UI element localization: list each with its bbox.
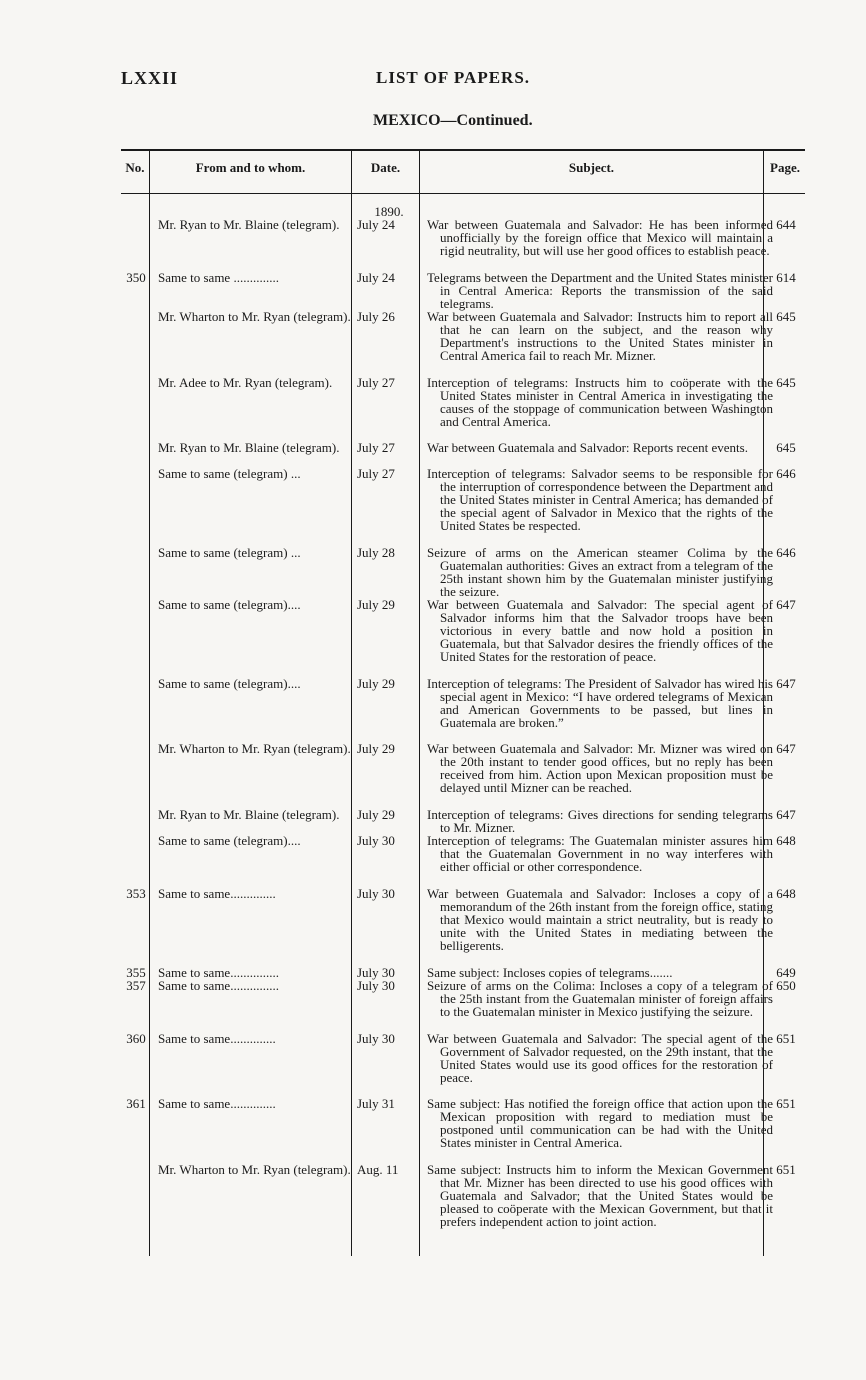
row-date: July 31 — [357, 1096, 395, 1111]
row-subject: Interception of telegrams: Salvador seems to be responsible for the interruption of correspondence between the Department and the United States minister in Central America; has demanded of the special agent of Salvador in Mexico that the rights of the United States be respected. — [427, 466, 773, 533]
row-date: July 29 — [357, 741, 395, 756]
column-header-from: From and to whom. — [195, 160, 306, 175]
row-page: 647 — [776, 741, 796, 756]
row-number: 350 — [126, 270, 146, 285]
from-and-to-whom: Same to same .............. — [158, 270, 279, 285]
row-page: 647 — [776, 807, 796, 822]
row-number: 360 — [126, 1031, 146, 1046]
row-date: July 28 — [357, 545, 395, 560]
row-date: July 29 — [357, 597, 395, 612]
row-page: 645 — [776, 309, 796, 324]
column-divider — [149, 150, 150, 1256]
row-date: July 29 — [357, 807, 395, 822]
row-page: 646 — [776, 545, 796, 560]
row-page: 648 — [776, 833, 796, 848]
row-subject: Interception of telegrams: Instructs him to coöperate with the United States minister in Central America in investigating the causes of the stoppage of communication between Washington and Central America. — [427, 375, 773, 429]
row-subject: Interception of telegrams: The President of Salvador has wired his special agent in Mexico: “I have ordered telegrams of Mexican and American Governments to be passed, but lines in Guatemala are broken.” — [427, 676, 773, 730]
row-date: July 30 — [357, 833, 395, 848]
row-number: 353 — [126, 886, 146, 901]
from-and-to-whom: Same to same (telegram) ... — [158, 466, 301, 481]
row-page: 644 — [776, 217, 796, 232]
row-date: July 30 — [357, 965, 395, 980]
row-subject: Interception of telegrams: Gives directions for sending telegrams to Mr. Mizner. — [427, 807, 773, 835]
from-and-to-whom: Mr. Wharton to Mr. Ryan (telegram). — [158, 741, 351, 756]
row-number: 357 — [126, 978, 146, 993]
row-date: Aug. 11 — [357, 1162, 399, 1177]
table-top-rule — [121, 149, 805, 151]
from-and-to-whom: Same to same.............. — [158, 886, 276, 901]
row-subject: War between Guatemala and Salvador: Instructs him to report all that he can learn on the subject, and the reason why Department's instructions to the United States minister in Central America fail to reach Mr. Mizner. — [427, 309, 773, 363]
year-label: 1890. — [374, 204, 404, 219]
row-page: 651 — [776, 1031, 796, 1046]
row-number: 361 — [126, 1096, 146, 1111]
page-number-roman: LXXII — [121, 68, 179, 88]
row-subject: War between Guatemala and Salvador: Mr. Mizner was wired on the 20th instant to tender good offices, but no reply has been received from him. Action upon Mexican proposition must be delayed until Mizner can be reached. — [427, 741, 773, 795]
row-subject: Same subject: Has notified the foreign office that action upon the Mexican proposition with regard to mediation must be postponed until communication can be had with the United States minister in Central America. — [427, 1096, 773, 1150]
row-date: July 24 — [357, 217, 395, 232]
row-page: 651 — [776, 1162, 796, 1177]
row-subject: Same subject: Incloses copies of telegrams....... — [427, 965, 673, 980]
from-and-to-whom: Mr. Ryan to Mr. Blaine (telegram). — [158, 440, 340, 455]
from-and-to-whom: Same to same.............. — [158, 1096, 276, 1111]
from-and-to-whom: Mr. Wharton to Mr. Ryan (telegram). — [158, 1162, 351, 1177]
row-page: 651 — [776, 1096, 796, 1111]
from-and-to-whom: Mr. Ryan to Mr. Blaine (telegram). — [158, 217, 340, 232]
row-page: 645 — [776, 440, 796, 455]
row-date: July 27 — [357, 466, 395, 481]
column-header-page: Page. — [770, 160, 800, 175]
from-and-to-whom: Same to same (telegram).... — [158, 833, 301, 848]
page-title: LIST OF PAPERS. — [376, 68, 531, 87]
row-date: July 30 — [357, 978, 395, 993]
from-and-to-whom: Same to same (telegram) ... — [158, 545, 301, 560]
column-header-subject: Subject. — [568, 160, 615, 175]
column-divider — [419, 150, 420, 1256]
row-subject: Telegrams between the Department and the United States minister in Central America: Reports the transmission of the said telegrams. — [427, 270, 773, 311]
row-subject: Same subject: Instructs him to inform the Mexican Government that Mr. Mizner has been directed to use his good offices with Guatemala and Salvador; that the United States would be pleased to coöperate with the Mexican Government, but that it prefers independent action to joint action. — [427, 1162, 773, 1229]
row-date: July 26 — [357, 309, 395, 324]
row-page: 647 — [776, 597, 796, 612]
row-subject: War between Guatemala and Salvador: Reports recent events. — [427, 440, 748, 455]
row-subject: War between Guatemala and Salvador: The special agent of Salvador informs him that the Salvador troops have been victorious in every battle and now hold a position in Guatemala, but that Salvador desires the friendly offices of the United States for the restoration of peace. — [427, 597, 773, 664]
row-date: July 30 — [357, 1031, 395, 1046]
row-page: 646 — [776, 466, 796, 481]
row-subject: Seizure of arms on the American steamer Colima by the Guatemalan authorities: Gives an extract from a telegram of the 25th instant shown him by the Guatemalan minister justifying the seizure. — [427, 545, 773, 599]
from-and-to-whom: Same to same............... — [158, 978, 279, 993]
row-subject: War between Guatemala and Salvador: Incloses a copy of a memorandum of the 26th instant from the foreign office, stating that Mexico would maintain a strict neutrality, but is ready to unite with the United States in mediating between the belligerents. — [427, 886, 773, 953]
row-page: 645 — [776, 375, 796, 390]
row-date: July 29 — [357, 676, 395, 691]
row-date: July 30 — [357, 886, 395, 901]
column-header-date: Date. — [370, 160, 401, 175]
row-subject: Seizure of arms on the Colima: Incloses a copy of a telegram of the 25th instant from the Guatemalan minister of foreign affairs to the Guatemalan minister in Mexico justifying the seizure. — [427, 978, 773, 1019]
row-date: July 27 — [357, 375, 395, 390]
row-page: 614 — [776, 270, 796, 285]
row-subject: War between Guatemala and Salvador: He has been informed unofficially by the foreign office that Mexico will maintain a rigid neutrality, but will use her good offices to establish peace. — [427, 217, 773, 258]
row-page: 647 — [776, 676, 796, 691]
row-number: 355 — [126, 965, 146, 980]
row-date: July 24 — [357, 270, 395, 285]
from-and-to-whom: Same to same (telegram).... — [158, 676, 301, 691]
row-page: 649 — [776, 965, 796, 980]
row-page: 648 — [776, 886, 796, 901]
column-header-no: No. — [125, 160, 145, 175]
row-date: July 27 — [357, 440, 395, 455]
row-page: 650 — [776, 978, 796, 993]
from-and-to-whom: Mr. Adee to Mr. Ryan (telegram). — [158, 375, 333, 390]
from-and-to-whom: Same to same............... — [158, 965, 279, 980]
from-and-to-whom: Mr. Ryan to Mr. Blaine (telegram). — [158, 807, 340, 822]
row-subject: Interception of telegrams: The Guatemalan minister assures him that the Guatemalan Government in no way interferes with either official or other correspondence. — [427, 833, 773, 874]
from-and-to-whom: Same to same (telegram).... — [158, 597, 301, 612]
row-subject: War between Guatemala and Salvador: The special agent of the Government of Salvador requested, on the 29th instant, that the United States would use its good offices for the restoration of peace. — [427, 1031, 773, 1085]
table-header-rule — [121, 193, 805, 194]
section-subtitle: MEXICO—Continued. — [373, 112, 533, 129]
from-and-to-whom: Mr. Wharton to Mr. Ryan (telegram). — [158, 309, 351, 324]
from-and-to-whom: Same to same.............. — [158, 1031, 276, 1046]
